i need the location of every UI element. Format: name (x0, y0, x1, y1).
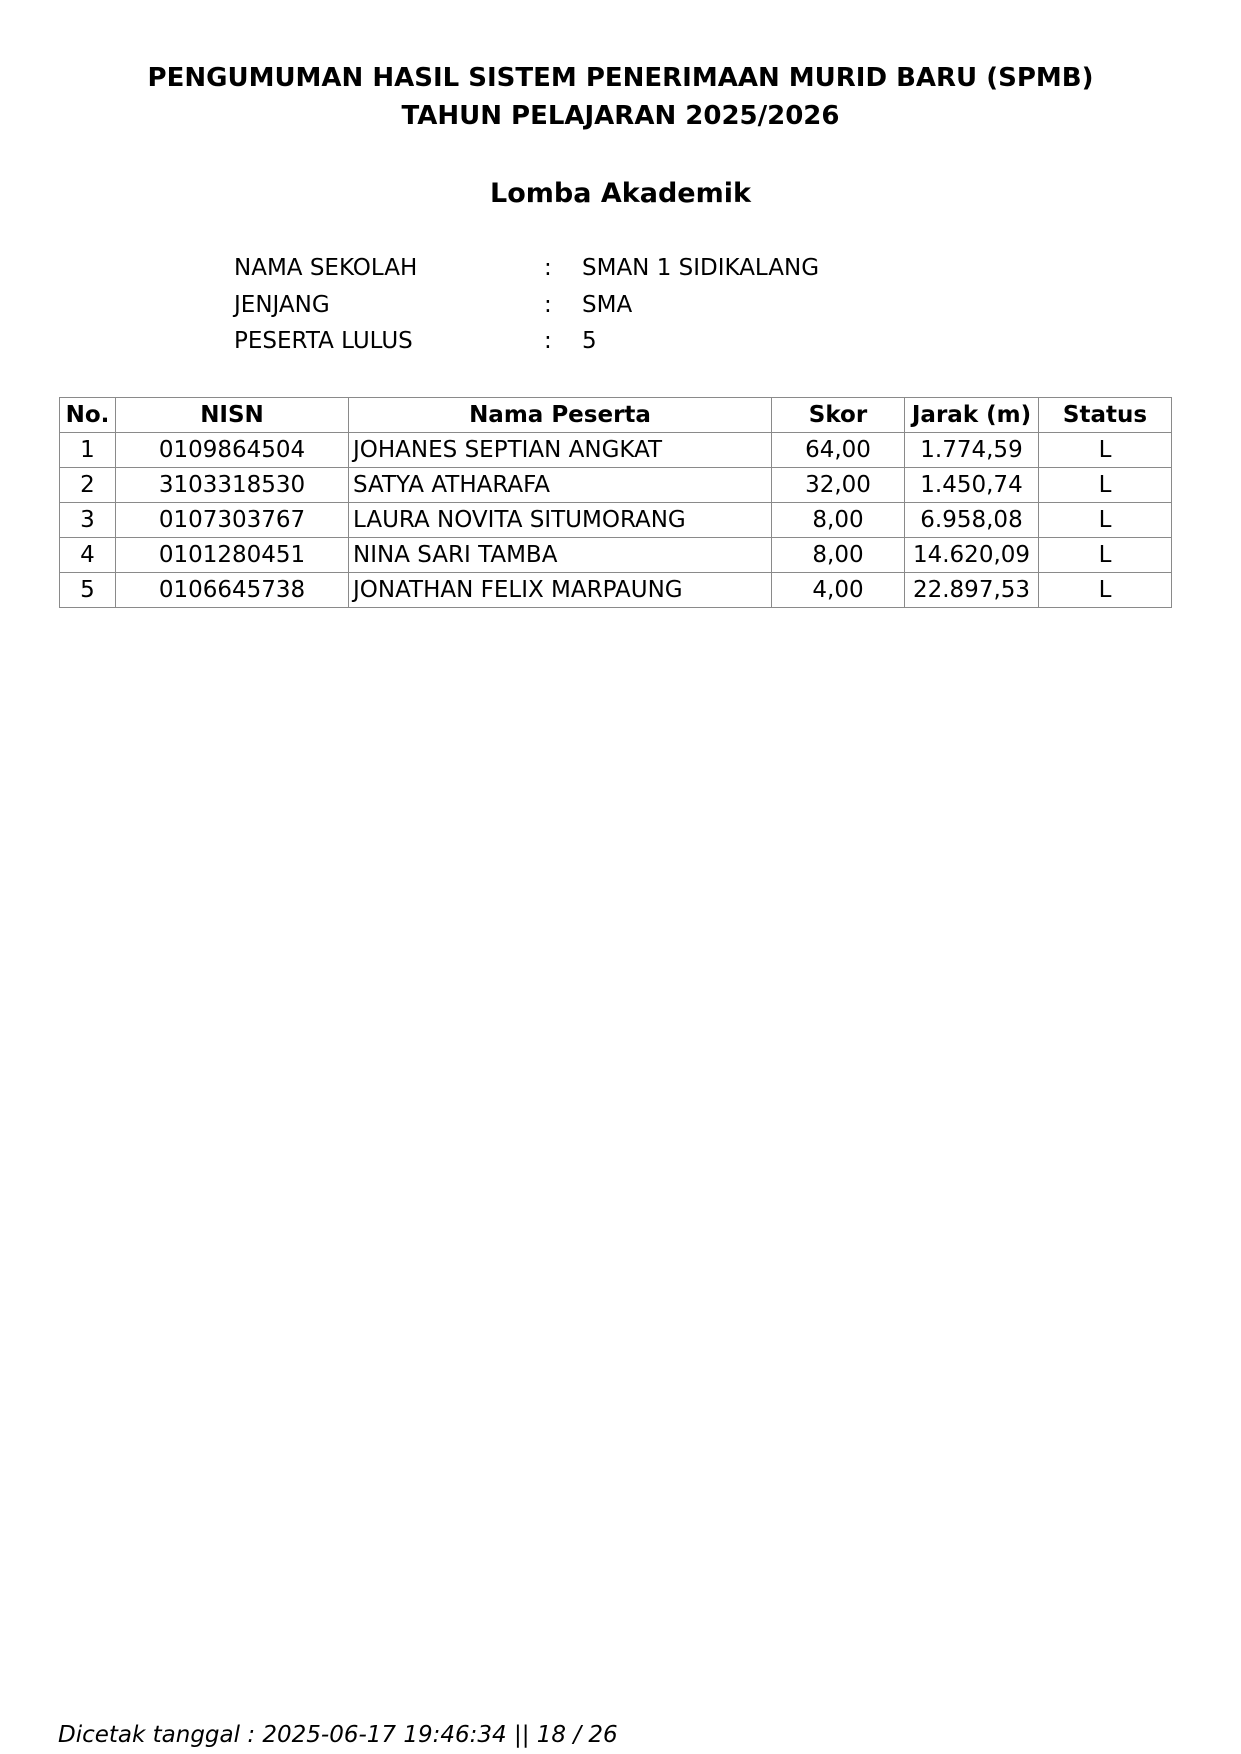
column-header-no: No. (60, 398, 116, 433)
cell-no: 4 (60, 538, 116, 573)
cell-no: 2 (60, 468, 116, 503)
info-row-school-name (234, 252, 819, 289)
cell-distance: 1.450,74 (905, 468, 1039, 503)
cell-no: 3 (60, 503, 116, 538)
cell-nisn: 0109864504 (116, 433, 349, 468)
cell-distance: 14.620,09 (905, 538, 1039, 573)
cell-distance: 6.958,08 (905, 503, 1039, 538)
cell-nisn: 0106645738 (116, 573, 349, 608)
cell-score: 32,00 (772, 468, 905, 503)
info-separator: : (544, 255, 552, 281)
cell-name: JOHANES SEPTIAN ANGKAT (349, 433, 772, 468)
column-header-score: Skor (772, 398, 905, 433)
cell-nisn: 0107303767 (116, 503, 349, 538)
page-title: PENGUMUMAN HASIL SISTEM PENERIMAAN MURID BARU (SPMB) (147, 63, 1094, 93)
table-row (60, 503, 1172, 538)
table-row (60, 468, 1172, 503)
results-table (59, 397, 1172, 608)
info-row-level (234, 289, 819, 326)
cell-distance: 22.897,53 (905, 573, 1039, 608)
table-row (60, 538, 1172, 573)
cell-status: L (1039, 538, 1172, 573)
info-separator: : (544, 291, 552, 318)
print-footer: Dicetak tanggal : 2025-06-17 19:46:34 || 18 / 26 (58, 1722, 618, 1748)
info-value: SMA (582, 291, 633, 318)
info-label: NAMA SEKOLAH (234, 255, 418, 281)
info-value: SMAN 1 SIDIKALANG (582, 255, 820, 281)
table-row (60, 573, 1172, 608)
school-info (234, 252, 819, 362)
cell-status: L (1039, 503, 1172, 538)
page-subtitle: Lomba Akademik (490, 178, 751, 209)
cell-no: 1 (60, 433, 116, 468)
column-header-status: Status (1039, 398, 1172, 433)
column-header-nisn: NISN (116, 398, 349, 433)
page-title-year: TAHUN PELAJARAN 2025/2026 (401, 101, 840, 131)
info-value: 5 (582, 328, 597, 354)
info-row-passed-count (234, 325, 819, 362)
cell-score: 4,00 (772, 573, 905, 608)
cell-score: 64,00 (772, 433, 905, 468)
cell-name: LAURA NOVITA SITUMORANG (349, 503, 772, 538)
cell-status: L (1039, 468, 1172, 503)
cell-name: JONATHAN FELIX MARPAUNG (349, 573, 772, 608)
info-separator: : (544, 328, 552, 354)
cell-score: 8,00 (772, 538, 905, 573)
cell-status: L (1039, 573, 1172, 608)
column-header-distance: Jarak (m) (905, 398, 1039, 433)
cell-distance: 1.774,59 (905, 433, 1039, 468)
info-label: PESERTA LULUS (234, 328, 413, 354)
cell-name: NINA SARI TAMBA (349, 538, 772, 573)
info-label: JENJANG (234, 291, 330, 318)
cell-score: 8,00 (772, 503, 905, 538)
cell-name: SATYA ATHARAFA (349, 468, 772, 503)
table-row (60, 433, 1172, 468)
cell-nisn: 0101280451 (116, 538, 349, 573)
table-header-row (60, 398, 1172, 433)
cell-status: L (1039, 433, 1172, 468)
cell-nisn: 3103318530 (116, 468, 349, 503)
cell-no: 5 (60, 573, 116, 608)
column-header-name: Nama Peserta (349, 398, 772, 433)
